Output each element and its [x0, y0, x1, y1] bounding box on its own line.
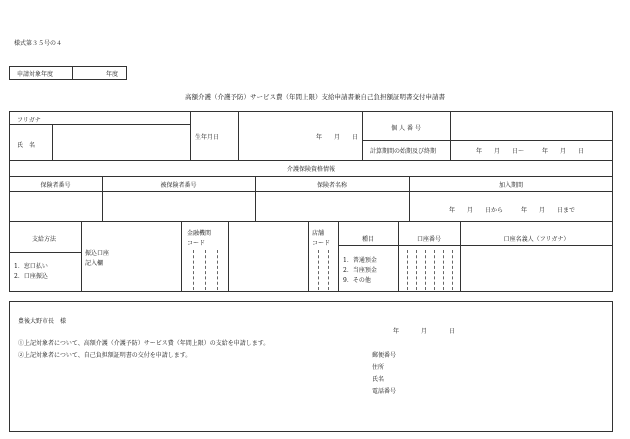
payment-option-counter: 1．窓口払い [14, 263, 48, 270]
address-label: 住所 [372, 364, 385, 371]
calc-period-dates: 年 月 日～ 年 月 日 [476, 148, 585, 155]
declaration-month-unit: 月 [421, 328, 428, 335]
furigana-label: フリガナ [17, 117, 41, 124]
application-year-label: 申請対象年度 [17, 71, 54, 78]
declaration-box [9, 301, 613, 432]
personal-number-label: 個 人 番 号 [391, 125, 421, 132]
account-type-other: 9．その他 [343, 277, 371, 284]
account-number-label: 口座番号 [416, 236, 441, 243]
birthdate-month-unit: 月 [334, 134, 341, 141]
account-type-ordinary: 1．普通預金 [343, 257, 377, 264]
statement-certificate: ②上記対象者について、自己負担額証明書の交付を申請します。 [18, 352, 192, 359]
branch-code-label-1: 店舗 [312, 230, 325, 237]
insured-number-header: 被保険者番号 [160, 182, 197, 189]
account-holder-label: 口座名義人（フリガナ） [503, 236, 570, 243]
payment-method-label: 支給方法 [32, 236, 57, 243]
application-year-suffix: 年度 [106, 71, 119, 78]
declaration-year-unit: 年 [393, 328, 400, 335]
phone-number-label: 電話番号 [372, 388, 397, 395]
form-title: 高額介護（介護予防）サービス費（年間上限）支給申請書兼自己負担額証明書交付申請書 [185, 93, 445, 101]
postal-code-label: 郵便番号 [372, 352, 397, 359]
insurance-section-title: 介護保険資格情報 [286, 166, 335, 173]
account-type-label: 種目 [361, 236, 374, 243]
form-number: 様式第３５号の４ [14, 40, 63, 47]
birthdate-year-unit: 年 [316, 134, 323, 141]
enrollment-period-dates: 年 月 日から 年 月 日まで [449, 207, 576, 214]
insurer-number-header: 保険者番号 [40, 182, 71, 189]
insurer-name-header: 保険者名称 [316, 182, 347, 189]
bank-code-label-2: コード [187, 240, 206, 247]
declaration-day-unit: 日 [449, 328, 456, 335]
account-entry-label-2: 記入欄 [85, 260, 104, 267]
calc-period-label: 計算期間の始期及び終期 [370, 148, 437, 155]
enrollment-period-header: 加入期間 [498, 182, 523, 189]
name-label: 氏 名 [17, 142, 36, 149]
applicant-name-label: 氏名 [372, 376, 385, 383]
payment-option-transfer: 2．口座振込 [14, 273, 48, 280]
branch-code-label-2: コード [312, 240, 331, 247]
birthdate-label: 生年月日 [195, 134, 220, 141]
bank-code-label-1: 金融機関 [187, 230, 212, 237]
addressee: 豊後大野市長 様 [18, 318, 67, 325]
statement-payment: ①上記対象者について、高額介護（介護予防）サービス費（年間上限）の支給を申請します。 [18, 340, 270, 347]
account-type-current: 2．当座預金 [343, 267, 377, 274]
birthdate-day-unit: 日 [352, 134, 359, 141]
account-entry-label-1: 振込口座 [85, 250, 110, 257]
application-year-box [9, 66, 127, 80]
